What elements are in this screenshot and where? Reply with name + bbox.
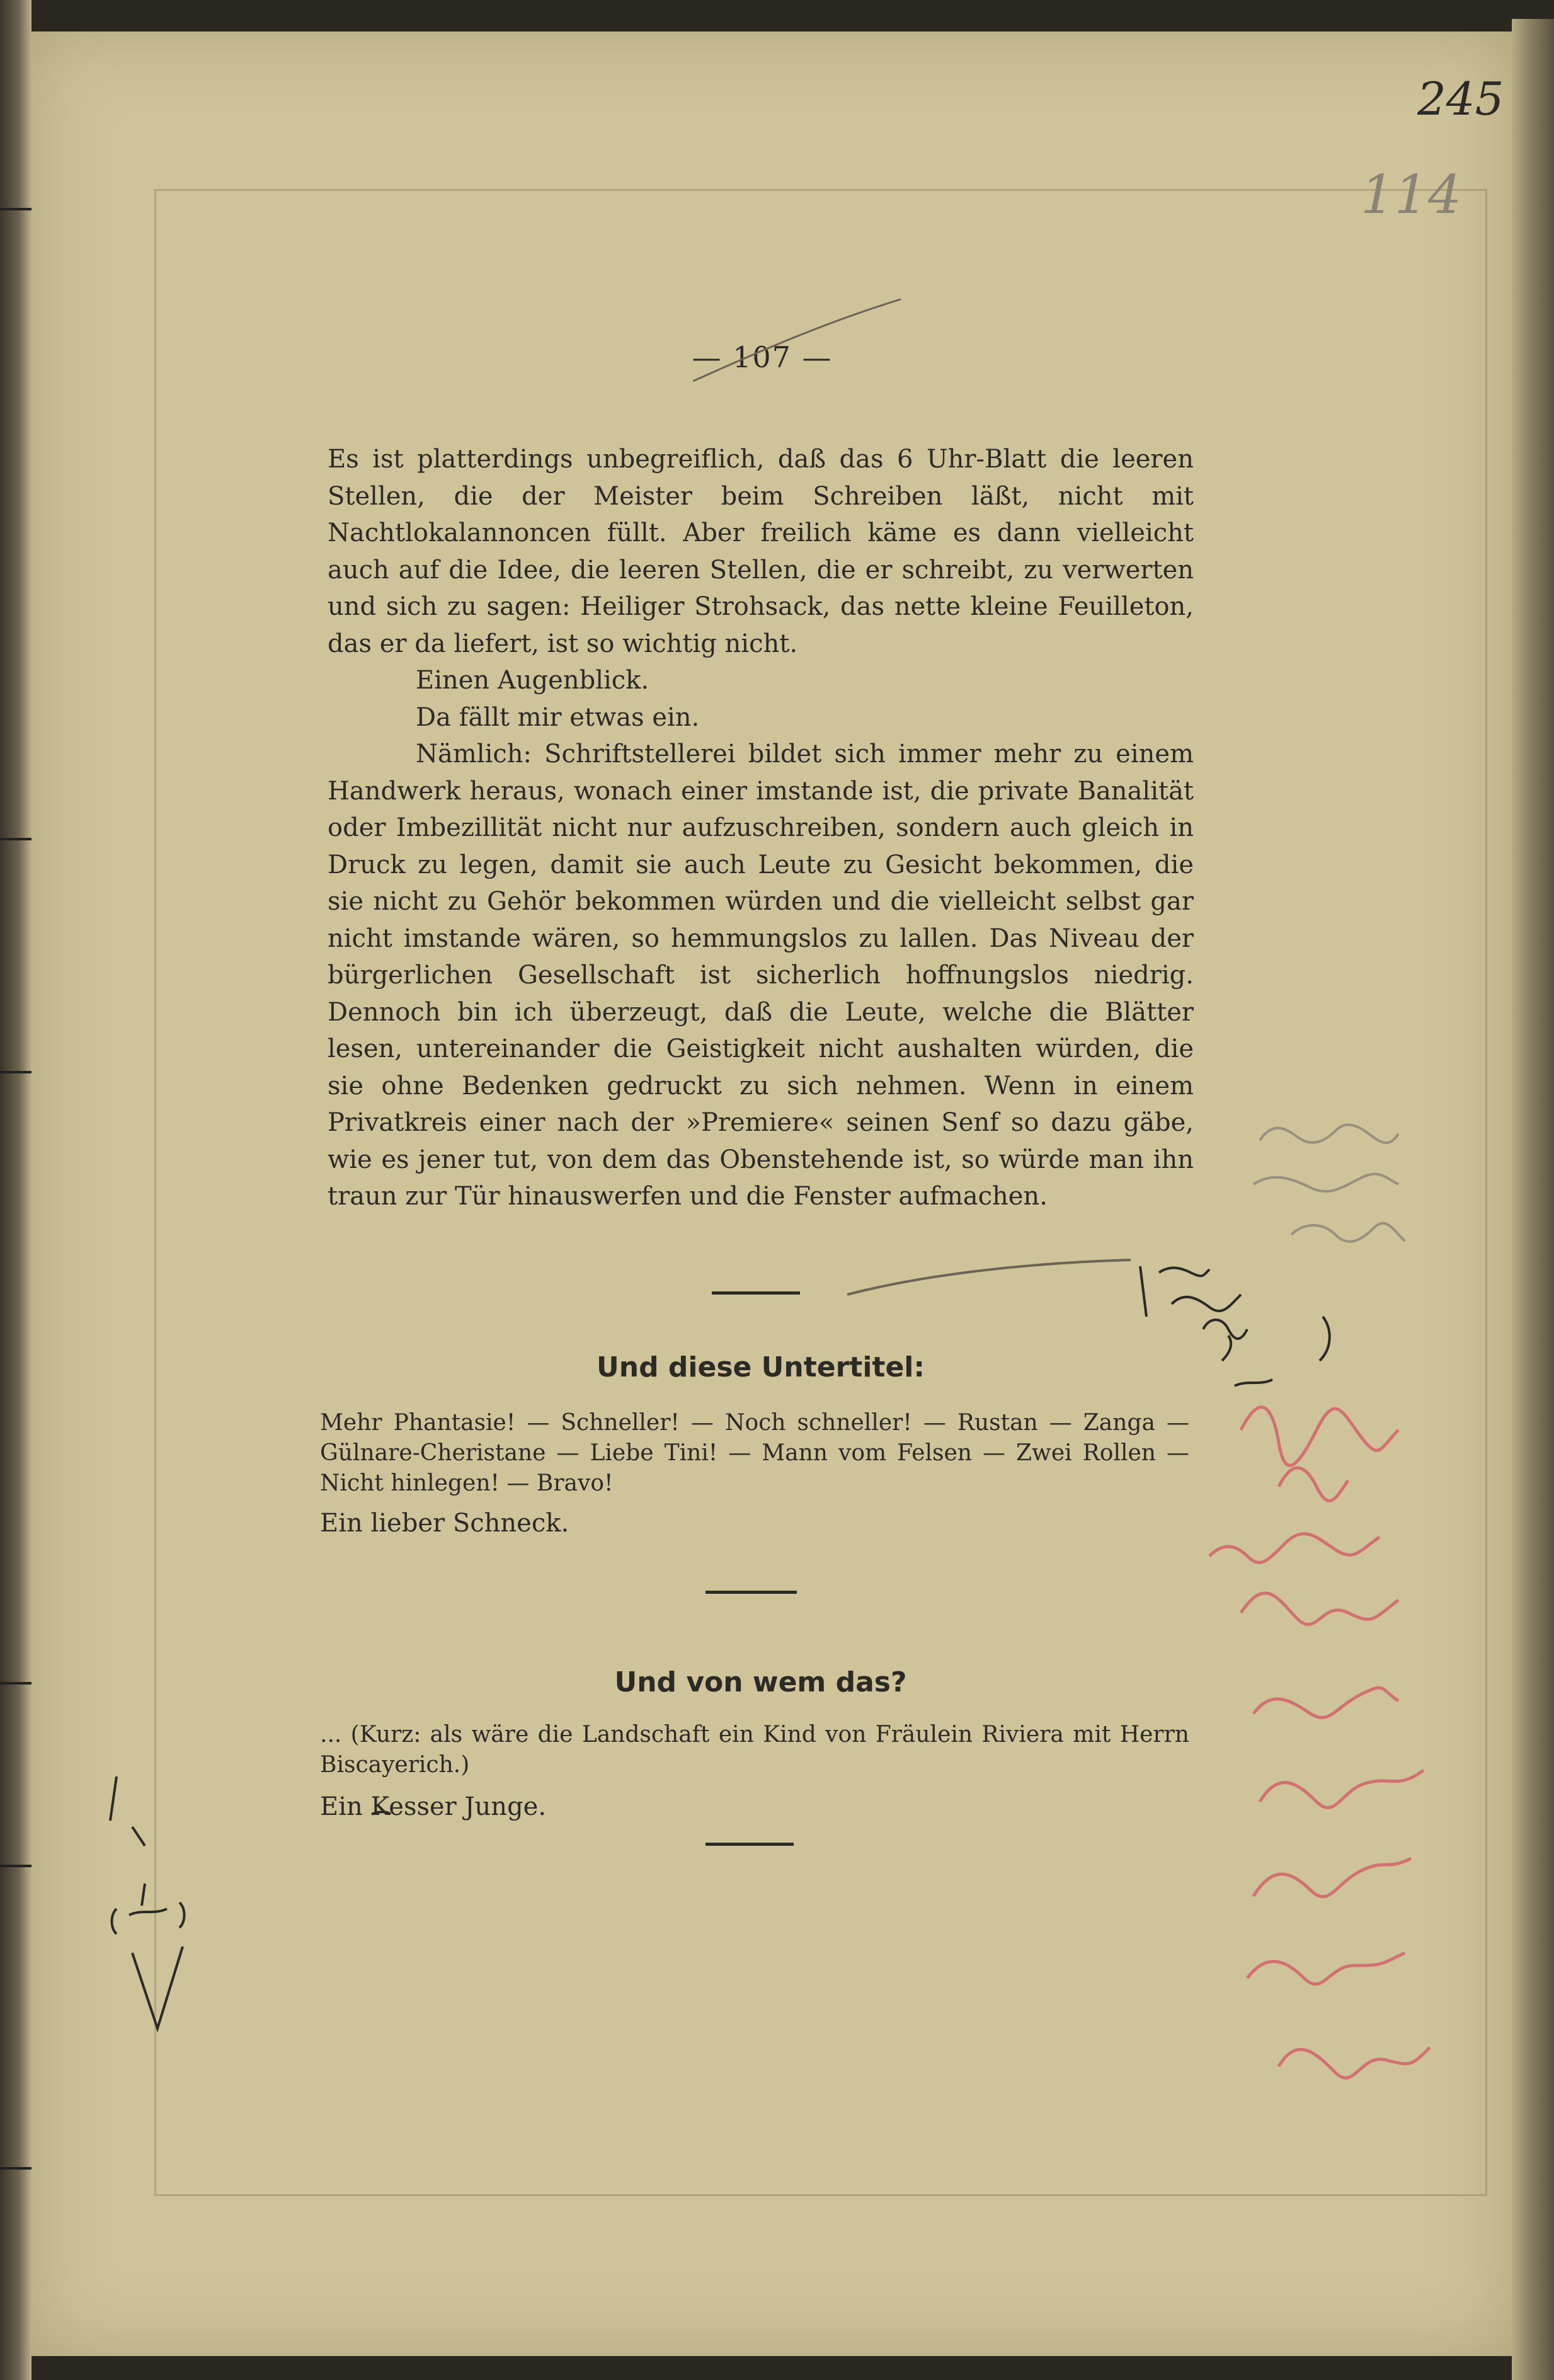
folio-number: 245 [1417,72,1504,125]
section-heading: Und diese Untertitel: [597,1351,925,1383]
red-crayon-annotation [1209,1407,1430,2078]
page-number: — 107 — [692,340,833,374]
paragraph: Es ist platterdings unbegreiflich, daß das 6 Uhr-Blatt die leeren Stellen, die der Meister beim Schreiben läßt, nicht mit Nachtlokalannoncen füllt. Aber freilich käme es dann vielleicht auch auf die Idee, die leeren Stellen, die er schreibt, zu verwerten und sich zu sagen: Heiliger Strohsack, das nette kleine Feuilleton, das er da liefert, ist so wichtig nicht. [328,445,1194,658]
paragraph: Nämlich: Schriftstellerei bildet sich immer mehr zu einem Handwerk heraus, wonach einer imstande ist, die private Banalität oder Imbezillität nicht nur aufzuschreiben, sondern auch gleich in Druck zu legen, damit sie auch Leute zu Gesicht bekommen, die sie nicht zu Gehör bekommen würden und die vielleicht selbst gar nicht imstande wären, so hemmungslos zu lallen. Das Niveau der bürgerlichen Gesellschaft ist sicherlich hoffnungslos niedrig. Dennoch bin ich überzeugt, daß die Leute, welche die Blätter lesen, untereinander die Geistigkeit nicht aushalten würden, die sie ohne Bedenken gedruckt zu sich nehmen. Wenn in einem Privatkreis einer nach der »Premiere« seinen Senf so dazu gäbe, wie es jener tut, von dem das Obenstehende ist, so würde man ihn traun zur Tür hinauswerfen und die Fenster aufmachen. [328,740,1194,1211]
ink-annotation [110,1266,1330,2028]
paragraph: Da fällt mir etwas ein. [416,702,700,732]
subtitle-list: Mehr Phantasie! — Schneller! — Noch schneller! — Rustan — Zanga — Gülnare-Cheristane — Liebe Tini! — Mann vom Felsen — Zwei Rollen — Nicht hinlegen! — Bravo! [320,1410,1189,1496]
section-heading: Und von wem das? [614,1666,907,1698]
closing-line: Ein Kesser Junge. [320,1792,547,1821]
paragraph: Einen Augenblick. [416,666,649,695]
closing-line: Ein lieber Schneck. [320,1509,569,1538]
attribution-note: ... (Kurz: als wäre die Landschaft ein Kind von Fräulein Riviera mit Herrn Biscayerich.) [320,1722,1189,1778]
pencil-annotation [1254,1124,1405,1242]
folio-number-pencil: 114 [1361,164,1462,226]
